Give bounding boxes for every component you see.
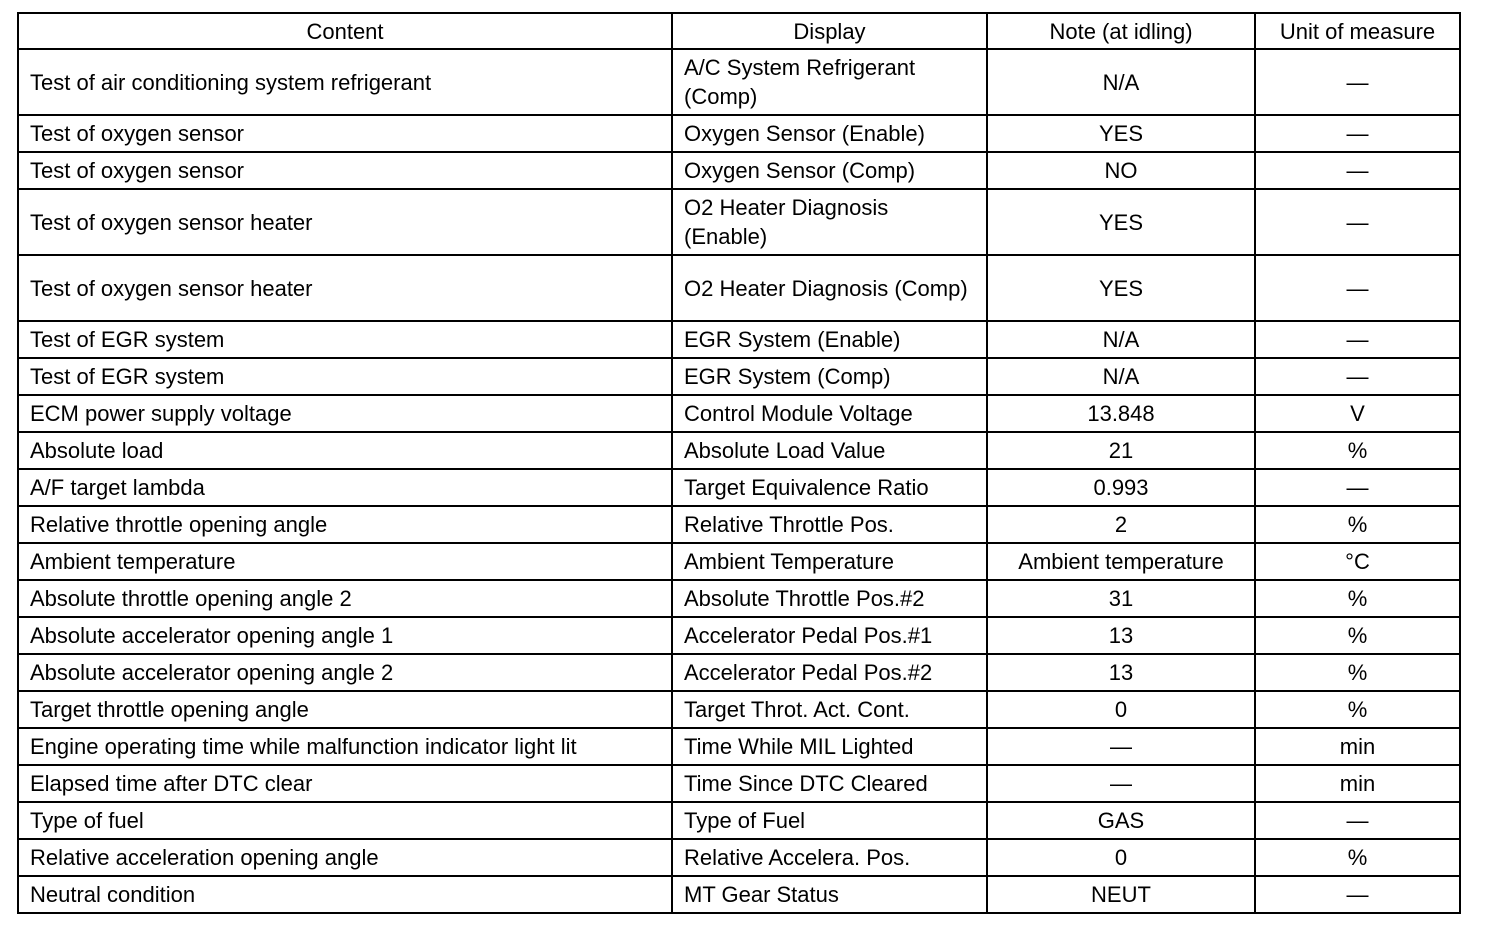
cell-content: Test of oxygen sensor heater <box>18 189 672 255</box>
cell-content: Ambient temperature <box>18 543 672 580</box>
header-unit: Unit of measure <box>1255 13 1460 49</box>
cell-note: 0 <box>987 691 1255 728</box>
cell-unit: V <box>1255 395 1460 432</box>
cell-unit: % <box>1255 506 1460 543</box>
cell-display: Type of Fuel <box>672 802 987 839</box>
table-row <box>18 321 1460 358</box>
cell-unit: — <box>1255 802 1460 839</box>
table-row <box>18 802 1460 839</box>
cell-unit: % <box>1255 617 1460 654</box>
cell-note: YES <box>987 115 1255 152</box>
cell-note: 21 <box>987 432 1255 469</box>
cell-display: A/C System Refrigerant (Comp) <box>672 49 987 115</box>
cell-display: EGR System (Comp) <box>672 358 987 395</box>
cell-note: 13 <box>987 617 1255 654</box>
table-row <box>18 654 1460 691</box>
cell-content: Elapsed time after DTC clear <box>18 765 672 802</box>
cell-display: Accelerator Pedal Pos.#1 <box>672 617 987 654</box>
cell-note: YES <box>987 255 1255 321</box>
cell-unit: % <box>1255 432 1460 469</box>
cell-display: Time Since DTC Cleared <box>672 765 987 802</box>
cell-unit: °C <box>1255 543 1460 580</box>
cell-note: 2 <box>987 506 1255 543</box>
table-row <box>18 691 1460 728</box>
cell-content: A/F target lambda <box>18 469 672 506</box>
header-note: Note (at idling) <box>987 13 1255 49</box>
cell-unit: % <box>1255 691 1460 728</box>
cell-note: NO <box>987 152 1255 189</box>
cell-content: ECM power supply voltage <box>18 395 672 432</box>
table-row <box>18 506 1460 543</box>
cell-display: O2 Heater Diagnosis (Comp) <box>672 255 987 321</box>
parameter-table <box>17 12 1461 914</box>
cell-content: Absolute accelerator opening angle 1 <box>18 617 672 654</box>
cell-content: Test of EGR system <box>18 321 672 358</box>
cell-note: N/A <box>987 49 1255 115</box>
cell-display: Relative Accelera. Pos. <box>672 839 987 876</box>
cell-content: Test of EGR system <box>18 358 672 395</box>
cell-content: Test of air conditioning system refrigerant <box>18 49 672 115</box>
cell-content: Absolute accelerator opening angle 2 <box>18 654 672 691</box>
cell-unit: — <box>1255 255 1460 321</box>
cell-unit: min <box>1255 765 1460 802</box>
cell-display: Ambient Temperature <box>672 543 987 580</box>
cell-content: Test of oxygen sensor <box>18 115 672 152</box>
cell-content: Test of oxygen sensor <box>18 152 672 189</box>
header-content: Content <box>18 13 672 49</box>
cell-content: Type of fuel <box>18 802 672 839</box>
table-row <box>18 839 1460 876</box>
table-row <box>18 358 1460 395</box>
table-row <box>18 255 1460 321</box>
cell-note: 13.848 <box>987 395 1255 432</box>
cell-display: O2 Heater Diagnosis (Enable) <box>672 189 987 255</box>
cell-display: Target Throt. Act. Cont. <box>672 691 987 728</box>
cell-unit: — <box>1255 189 1460 255</box>
cell-content: Relative acceleration opening angle <box>18 839 672 876</box>
table-row <box>18 543 1460 580</box>
cell-unit: — <box>1255 115 1460 152</box>
cell-content: Test of oxygen sensor heater <box>18 255 672 321</box>
table-row <box>18 469 1460 506</box>
cell-note: Ambient temperature <box>987 543 1255 580</box>
cell-note: 13 <box>987 654 1255 691</box>
cell-note: N/A <box>987 321 1255 358</box>
table-row <box>18 617 1460 654</box>
table-row <box>18 432 1460 469</box>
cell-display: Time While MIL Lighted <box>672 728 987 765</box>
table-row <box>18 152 1460 189</box>
cell-display: Absolute Load Value <box>672 432 987 469</box>
table-row <box>18 189 1460 255</box>
cell-content: Absolute throttle opening angle 2 <box>18 580 672 617</box>
cell-content: Target throttle opening angle <box>18 691 672 728</box>
cell-display: Target Equivalence Ratio <box>672 469 987 506</box>
cell-unit: % <box>1255 580 1460 617</box>
table-body <box>18 49 1460 913</box>
cell-display: Control Module Voltage <box>672 395 987 432</box>
cell-display: EGR System (Enable) <box>672 321 987 358</box>
cell-display: Absolute Throttle Pos.#2 <box>672 580 987 617</box>
cell-unit: % <box>1255 839 1460 876</box>
cell-unit: min <box>1255 728 1460 765</box>
cell-content: Relative throttle opening angle <box>18 506 672 543</box>
table-row <box>18 49 1460 115</box>
table-row <box>18 765 1460 802</box>
table-row <box>18 395 1460 432</box>
cell-unit: — <box>1255 469 1460 506</box>
cell-display: Oxygen Sensor (Enable) <box>672 115 987 152</box>
cell-note: 31 <box>987 580 1255 617</box>
cell-content: Absolute load <box>18 432 672 469</box>
cell-note: GAS <box>987 802 1255 839</box>
cell-unit: — <box>1255 152 1460 189</box>
cell-unit: — <box>1255 876 1460 913</box>
cell-unit: % <box>1255 654 1460 691</box>
cell-display: Accelerator Pedal Pos.#2 <box>672 654 987 691</box>
cell-note: N/A <box>987 358 1255 395</box>
table-row <box>18 580 1460 617</box>
header-row <box>18 13 1460 49</box>
cell-display: Relative Throttle Pos. <box>672 506 987 543</box>
table-header <box>18 13 1460 49</box>
cell-unit: — <box>1255 358 1460 395</box>
cell-note: NEUT <box>987 876 1255 913</box>
table-row <box>18 115 1460 152</box>
cell-note: YES <box>987 189 1255 255</box>
cell-unit: — <box>1255 49 1460 115</box>
cell-note: 0 <box>987 839 1255 876</box>
cell-note: 0.993 <box>987 469 1255 506</box>
cell-note: — <box>987 728 1255 765</box>
table-row <box>18 876 1460 913</box>
table-row <box>18 728 1460 765</box>
cell-display: MT Gear Status <box>672 876 987 913</box>
cell-content: Neutral condition <box>18 876 672 913</box>
cell-content: Engine operating time while malfunction indicator light lit <box>18 728 672 765</box>
cell-note: — <box>987 765 1255 802</box>
cell-display: Oxygen Sensor (Comp) <box>672 152 987 189</box>
header-display: Display <box>672 13 987 49</box>
cell-unit: — <box>1255 321 1460 358</box>
